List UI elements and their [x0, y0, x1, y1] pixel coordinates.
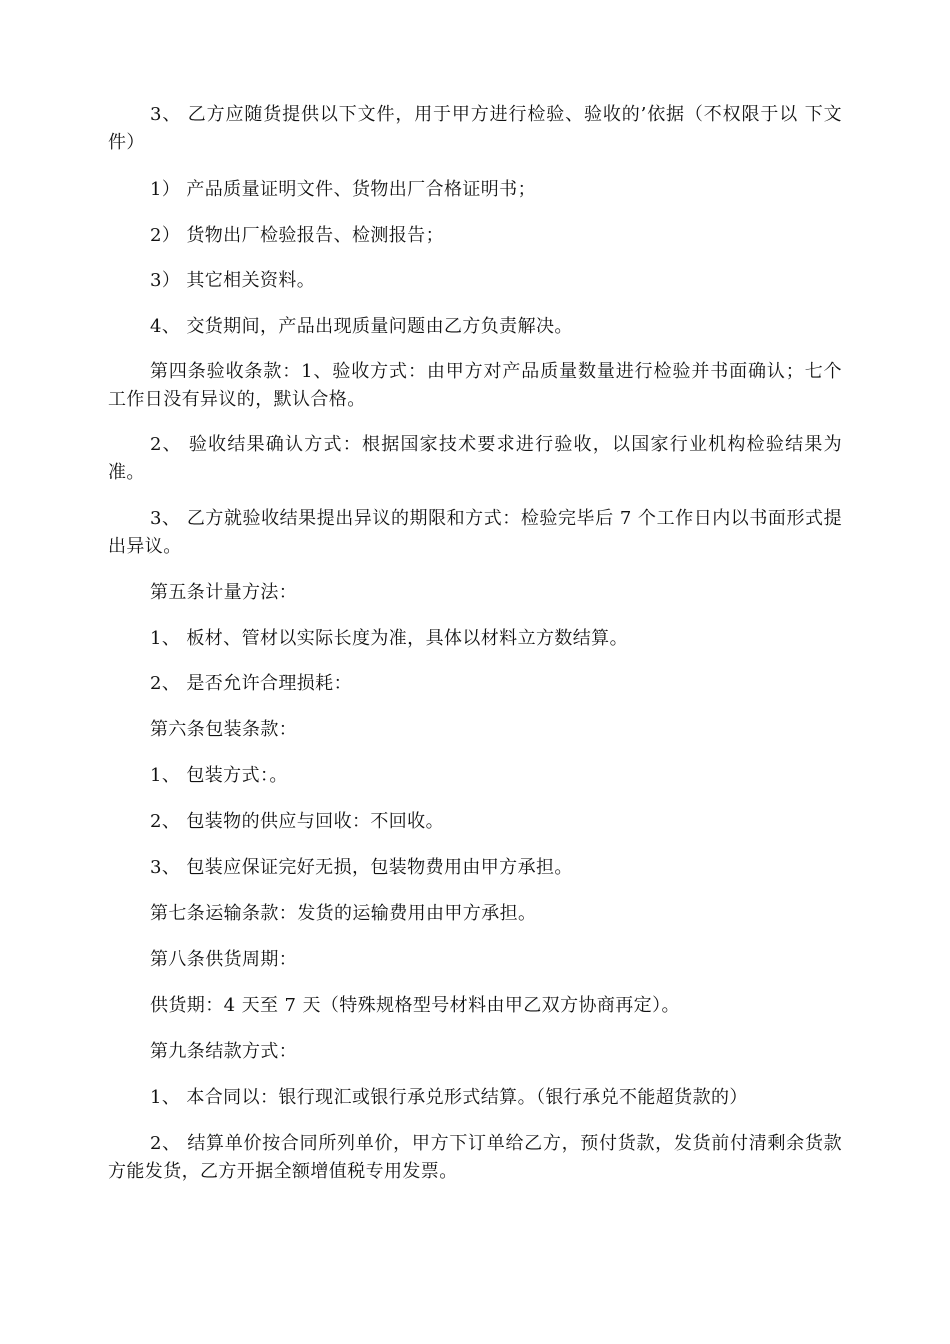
article-5-heading: 第五条计量方法：: [150, 582, 298, 603]
payment-2: 2、 结算单价按合同所列单价，甲方下订单给乙方，预付货款，发货前付清剩余货款方能发货，乙方开据全额增值税专用发票。: [108, 1133, 842, 1182]
item-3-other-materials: 3） 其它相关资料。: [150, 270, 316, 291]
packaging-1: 1、 包装方式：。: [150, 765, 288, 786]
clause-4-quality-issues: 4、 交货期间，产品出现质量问题由乙方负责解决。: [150, 316, 573, 337]
item-2-inspection-report: 2） 货物出厂检验报告、检测报告；: [150, 225, 444, 246]
measurement-2: 2、 是否允许合理损耗：: [150, 673, 352, 694]
packaging-3: 3、 包装应保证完好无损，包装物费用由甲方承担。: [150, 857, 573, 878]
item-1-quality-certificate: 1） 产品质量证明文件、货物出厂合格证明书；: [150, 179, 536, 200]
acceptance-2-confirmation: 2、 验收结果确认方式：根据国家技术要求进行验收，以国家行业机构检验结果为准。: [108, 434, 842, 483]
article-4-acceptance: 第四条验收条款：1、验收方式：由甲方对产品质量数量进行检验并书面确认；七个工作日没有异议的，默认合格。: [108, 361, 842, 410]
article-7-transport: 第七条运输条款：发货的运输费用由甲方承担。: [150, 903, 537, 924]
article-8-heading: 第八条供货周期：: [150, 949, 298, 970]
acceptance-3-objection: 3、 乙方就验收结果提出异议的期限和方式：检验完毕后 7 个工作日内以书面形式提出异议。: [108, 508, 842, 557]
payment-1: 1、 本合同以：银行现汇或银行承兑形式结算。（银行承兑不能超货款的）: [150, 1087, 748, 1108]
packaging-2: 2、 包装物的供应与回收：不回收。: [150, 811, 444, 832]
supply-period: 供货期：4 天至 7 天（特殊规格型号材料由甲乙双方协商再定）。: [150, 995, 680, 1016]
article-6-heading: 第六条包装条款：: [150, 719, 298, 740]
measurement-1: 1、 板材、管材以实际长度为准，具体以材料立方数结算。: [150, 628, 628, 649]
clause-3-documents: 3、 乙方应随货提供以下文件，用于甲方进行检验、验收的’依据（不权限于以 下文件）: [108, 104, 842, 153]
article-9-heading: 第九条结款方式：: [150, 1041, 298, 1062]
